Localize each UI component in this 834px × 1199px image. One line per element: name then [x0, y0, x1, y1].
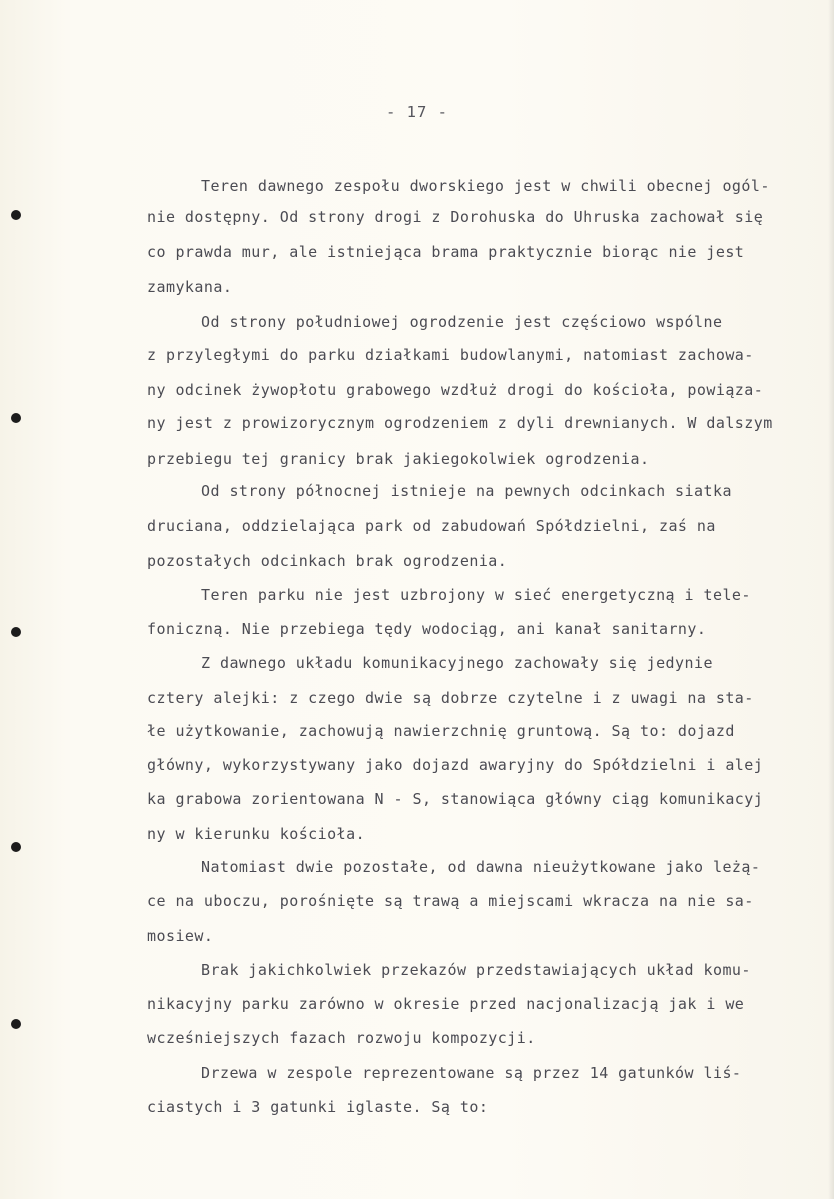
- text-line: główny, wykorzystywany jako dojazd awaryjny do Spółdzielni i alej: [147, 756, 764, 774]
- text-line: z przyległymi do parku działkami budowlanymi, natomiast zachowa-: [147, 346, 754, 364]
- text-line: Od strony północnej istnieje na pewnych odcinkach siatka: [201, 482, 732, 500]
- punch-hole-icon: [11, 1019, 21, 1029]
- text-line: przebiegu tej granicy brak jakiegokolwiek ogrodzenia.: [147, 450, 650, 468]
- text-line: wcześniejszych fazach rozwoju kompozycji.: [147, 1029, 536, 1047]
- text-line: Natomiast dwie pozostałe, od dawna nieużytkowane jako leżą-: [201, 858, 761, 876]
- page-edge-shadow: [828, 0, 834, 1199]
- text-line: Teren parku nie jest uzbrojony w sieć energetyczną i tele-: [201, 586, 751, 604]
- page-number: - 17 -: [386, 103, 448, 121]
- text-line: druciana, oddzielająca park od zabudowań Spółdzielni, zaś na: [147, 517, 716, 535]
- text-line: zamykana.: [147, 278, 233, 296]
- text-line: ny w kierunku kościoła.: [147, 825, 366, 843]
- punch-hole-icon: [11, 210, 21, 220]
- text-line: Z dawnego układu komunikacyjnego zachowały się jedynie: [201, 654, 713, 672]
- text-line: ny jest z prowizorycznym ogrodzeniem z dyli drewnianych. W dalszym: [147, 414, 773, 432]
- text-line: Drzewa w zespole reprezentowane są przez 14 gatunków liś-: [201, 1064, 742, 1082]
- text-line: ciastych i 3 gatunki iglaste. Są to:: [147, 1098, 489, 1116]
- text-line: nikacyjny parku zarówno w okresie przed nacjonalizacją jak i we: [147, 995, 745, 1013]
- punch-hole-icon: [11, 627, 21, 637]
- text-line: foniczną. Nie przebiega tędy wodociąg, ani kanał sanitarny.: [147, 620, 707, 638]
- text-line: Brak jakichkolwiek przekazów przedstawiających układ komu-: [201, 961, 751, 979]
- text-line: Teren dawnego zespołu dworskiego jest w chwili obecnej ogól-: [201, 177, 770, 195]
- text-line: łe użytkowanie, zachowują nawierzchnię gruntową. Są to: dojazd: [147, 722, 735, 740]
- text-line: ny odcinek żywopłotu grabowego wzdłuż drogi do kościoła, powiąza-: [147, 381, 764, 399]
- text-line: ka grabowa zorientowana N - S, stanowiąca główny ciąg komunikacyj: [147, 790, 764, 808]
- text-line: pozostałych odcinkach brak ogrodzenia.: [147, 552, 508, 570]
- text-line: Od strony południowej ogrodzenie jest częściowo wspólne: [201, 313, 723, 331]
- text-line: co prawda mur, ale istniejąca brama praktycznie biorąc nie jest: [147, 243, 745, 261]
- text-line: ce na uboczu, porośnięte są trawą a miejscami wkracza na nie sa-: [147, 892, 754, 910]
- punch-hole-icon: [11, 842, 21, 852]
- text-line: nie dostępny. Od strony drogi z Dorohuska do Uhruska zachował się: [147, 208, 764, 226]
- text-line: mosiew.: [147, 927, 214, 945]
- punch-hole-icon: [11, 413, 21, 423]
- text-line: cztery alejki: z czego dwie są dobrze czytelne i z uwagi na sta-: [147, 689, 754, 707]
